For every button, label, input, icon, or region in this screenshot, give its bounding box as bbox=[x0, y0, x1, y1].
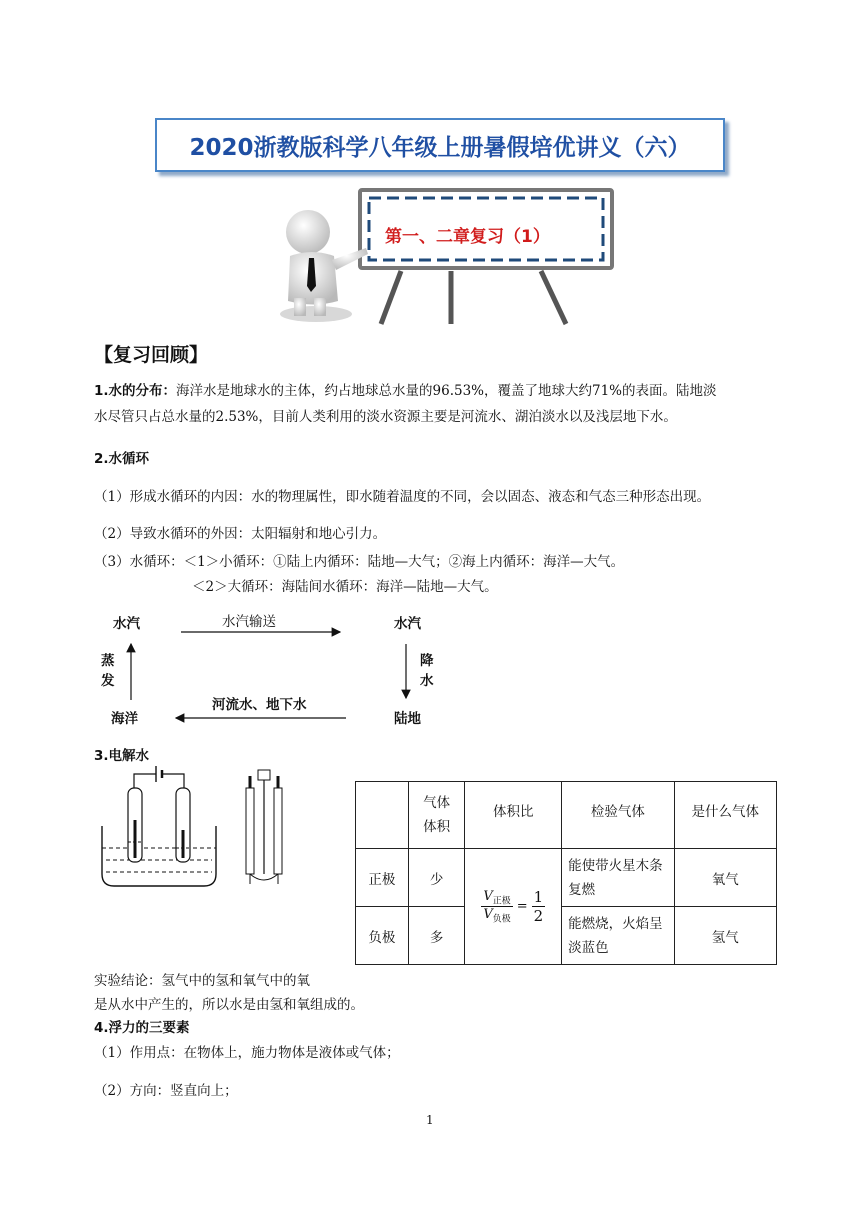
cycle-bottom-left: 海洋 bbox=[111, 711, 138, 727]
table-header-cell: 气体 体积 bbox=[408, 782, 465, 849]
table-header-cell: 体积比 bbox=[465, 782, 562, 849]
cycle-top-right: 水汽 bbox=[394, 616, 421, 632]
gas-cell: 氧气 bbox=[674, 849, 776, 907]
table-header-cell: 是什么气体 bbox=[674, 782, 776, 849]
conclusion-line1: 实验结论：氢气中的氢和氧气中的氧 bbox=[94, 973, 310, 989]
table-header-cell bbox=[356, 782, 409, 849]
electrolysis-table bbox=[355, 781, 777, 965]
cycle-top-left: 水汽 bbox=[113, 616, 140, 632]
electrolysis-apparatus bbox=[100, 764, 300, 890]
item1-label: 1.水的分布： bbox=[94, 383, 177, 399]
table-row bbox=[356, 907, 777, 965]
gas-cell: 氢气 bbox=[674, 907, 776, 965]
page-number: 1 bbox=[426, 1113, 434, 1127]
table-header-row bbox=[356, 782, 777, 849]
pole-cell: 正极 bbox=[356, 849, 409, 907]
item4-heading: 4.浮力的三要素 bbox=[94, 1020, 190, 1036]
volume-cell: 少 bbox=[408, 849, 465, 907]
test-cell: 能使带火星木条 复燃 bbox=[562, 849, 674, 907]
cycle-bottom-arrow-label: 河流水、地下水 bbox=[212, 697, 307, 713]
item2-p2: （2）导致水循环的外因：太阳辐射和地心引力。 bbox=[94, 526, 387, 542]
section-heading: 【复习回顾】 bbox=[94, 344, 209, 366]
cycle-left-label: 蒸 发 bbox=[101, 653, 115, 689]
item4-p1: （1）作用点：在物体上，施力物体是液体或气体； bbox=[94, 1045, 400, 1061]
cycle-top-arrow-label: 水汽输送 bbox=[222, 614, 276, 630]
item4-p2: （2）方向：竖直向上； bbox=[94, 1083, 238, 1099]
page-title: 2020浙教版科学八年级上册暑假培优讲义（六） bbox=[189, 134, 691, 161]
ratio-formula: $V_{正极}$ $V_{负极}$ = $\frac{1}{2}$ bbox=[483, 888, 544, 926]
pole-cell: 负极 bbox=[356, 907, 409, 965]
ratio-cell bbox=[465, 849, 562, 965]
item3-heading: 3.电解水 bbox=[94, 748, 150, 764]
test-cell: 能燃烧，火焰呈 淡蓝色 bbox=[562, 907, 674, 965]
item2-heading: 2.水循环 bbox=[94, 451, 150, 467]
item2-p1: （1）形成水循环的内因：水的物理属性，即水随着温度的不同，会以固态、液态和气态三种形态出现。 bbox=[94, 489, 711, 505]
item2-p4: ＜2＞大循环：海陆间水循环：海洋—陆地—大气。 bbox=[192, 579, 498, 595]
table-row bbox=[356, 849, 777, 907]
item1-line2: 水尽管只占总水量的2.53%，目前人类利用的淡水资源主要是河流水、湖泊淡水以及浅层地下水。 bbox=[94, 409, 677, 425]
conclusion-line2: 是从水中产生的，所以水是由氢和氧组成的。 bbox=[94, 997, 364, 1013]
volume-cell: 多 bbox=[408, 907, 465, 965]
item2-p3: （3）水循环：＜1＞小循环：①陆上内循环：陆地—大气；②海上内循环：海洋—大气。 bbox=[94, 554, 625, 570]
cycle-bottom-right: 陆地 bbox=[394, 711, 421, 727]
cycle-right-label: 降 水 bbox=[420, 653, 434, 689]
board-caption: 第一、二章复习（1） bbox=[385, 227, 550, 247]
table-header-cell: 检验气体 bbox=[562, 782, 674, 849]
item1-line1: 海洋水是地球水的主体，约占地球总水量的96.53%，覆盖了地球大约71%的表面。陆地淡 bbox=[176, 383, 717, 399]
